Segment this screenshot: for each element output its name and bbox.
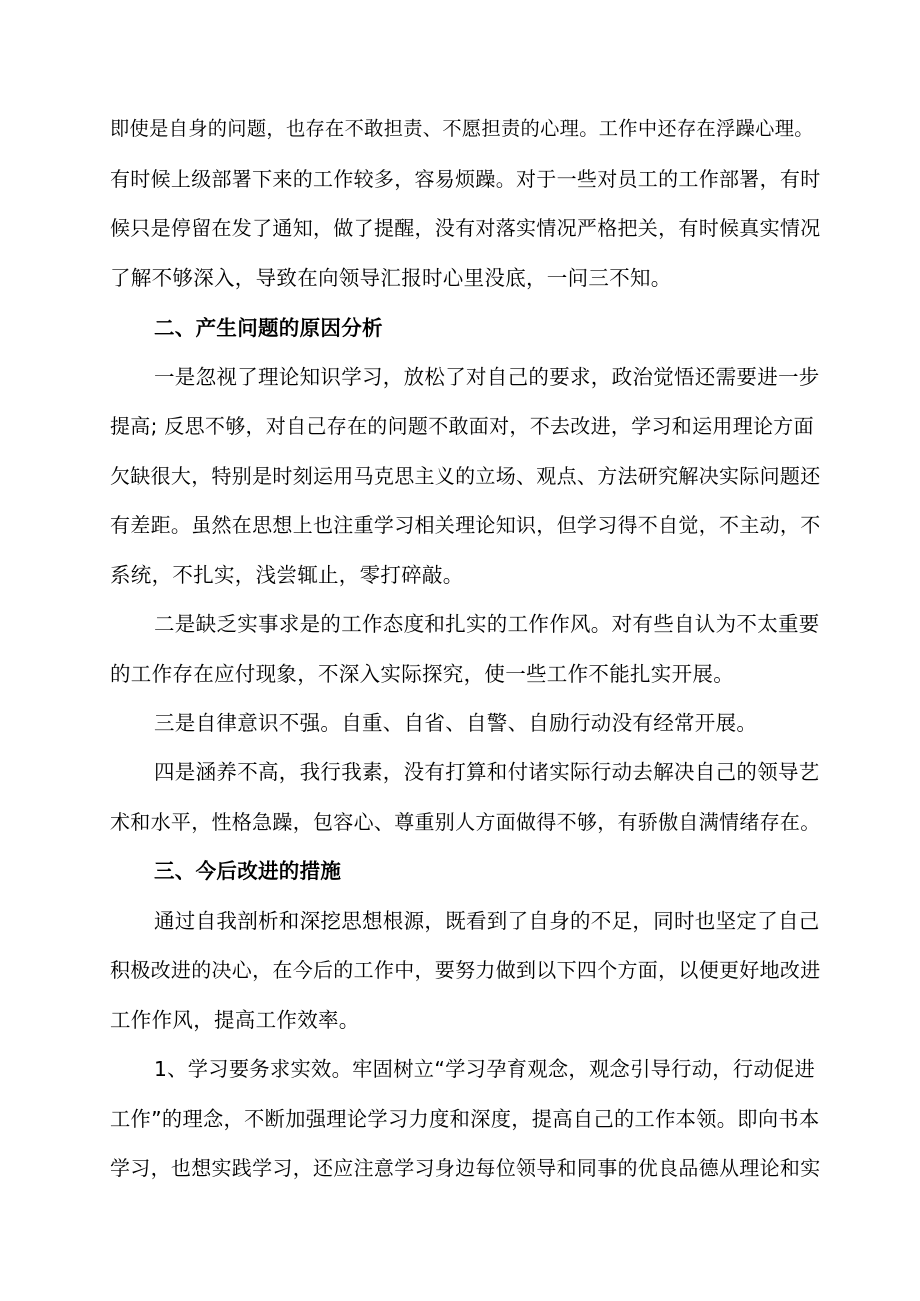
body-text-line: 系统，不扎实，浅尝辄止，零打碎敲。 <box>110 563 464 587</box>
body-text-line: 积极改进的决心，在今后的工作中，要努力做到以下四个方面，以便更好地改进 <box>110 958 821 982</box>
body-text-line: 学习，也想实践学习，还应注意学习身边每位领导和同事的优良品德从理论和实 <box>110 1156 821 1180</box>
body-text-line: 即使是自身的问题，也存在不敢担责、不愿担责的心理。工作中还存在浮躁心理。 <box>110 117 814 140</box>
body-text-line: 1、学习要务求实效。牢固树立“学习孕育观念，观念引导行动，行动促进 <box>154 1057 816 1081</box>
body-text-line: 通过自我剖析和深挖思想根源，既看到了自身的不足，同时也坚定了自己 <box>154 909 820 933</box>
body-text-line: 的工作存在应付现象，不深入实际探究，使一些工作不能扎实开展。 <box>110 662 734 686</box>
section-heading: 三、今后改进的措施 <box>154 859 342 883</box>
body-text-line: 候只是停留在发了通知，做了提醒，没有对落实情况严格把关，有时候真实情况 <box>110 216 821 240</box>
body-text-line: 提高; 反思不够，对自己存在的问题不敢面对，不去改进，学习和运用理论方面 <box>110 414 814 438</box>
body-text-line: 了解不够深入，导致在向领导汇报时心里没底，一问三不知。 <box>110 266 672 290</box>
body-text-line: 二是缺乏实事求是的工作态度和扎实的工作作风。对有些自认为不太重要 <box>154 612 820 636</box>
section-heading: 二、产生问题的原因分析 <box>154 316 383 340</box>
body-text-line: 一是忽视了理论知识学习，放松了对自己的要求，政治觉悟还需要进一步 <box>154 365 820 389</box>
body-text-line: 欠缺很大，特别是时刻运用马克思主义的立场、观点、方法研究解决实际问题还 <box>110 464 821 488</box>
body-text-line: 三是自律意识不强。自重、自省、自警、自励行动没有经常开展。 <box>154 711 758 735</box>
body-text-line: 工作作风，提高工作效率。 <box>110 1008 360 1032</box>
body-text-line: 有差距。虽然在思想上也注重学习相关理论知识，但学习得不自觉，不主动，不 <box>110 513 821 537</box>
body-text-line: 四是涵养不高，我行我素，没有打算和付诸实际行动去解决自己的领导艺 <box>154 760 820 784</box>
body-text-line: 有时候上级部署下来的工作较多，容易烦躁。对于一些对员工的工作部署，有时 <box>110 167 821 191</box>
body-text-line: 术和水平，性格急躁，包容心、尊重别人方面做得不够，有骄傲自满情绪存在。 <box>110 810 821 834</box>
body-text-line: 工作”的理念，不断加强理论学习力度和深度，提高自己的工作本领。即向书本 <box>110 1107 820 1131</box>
